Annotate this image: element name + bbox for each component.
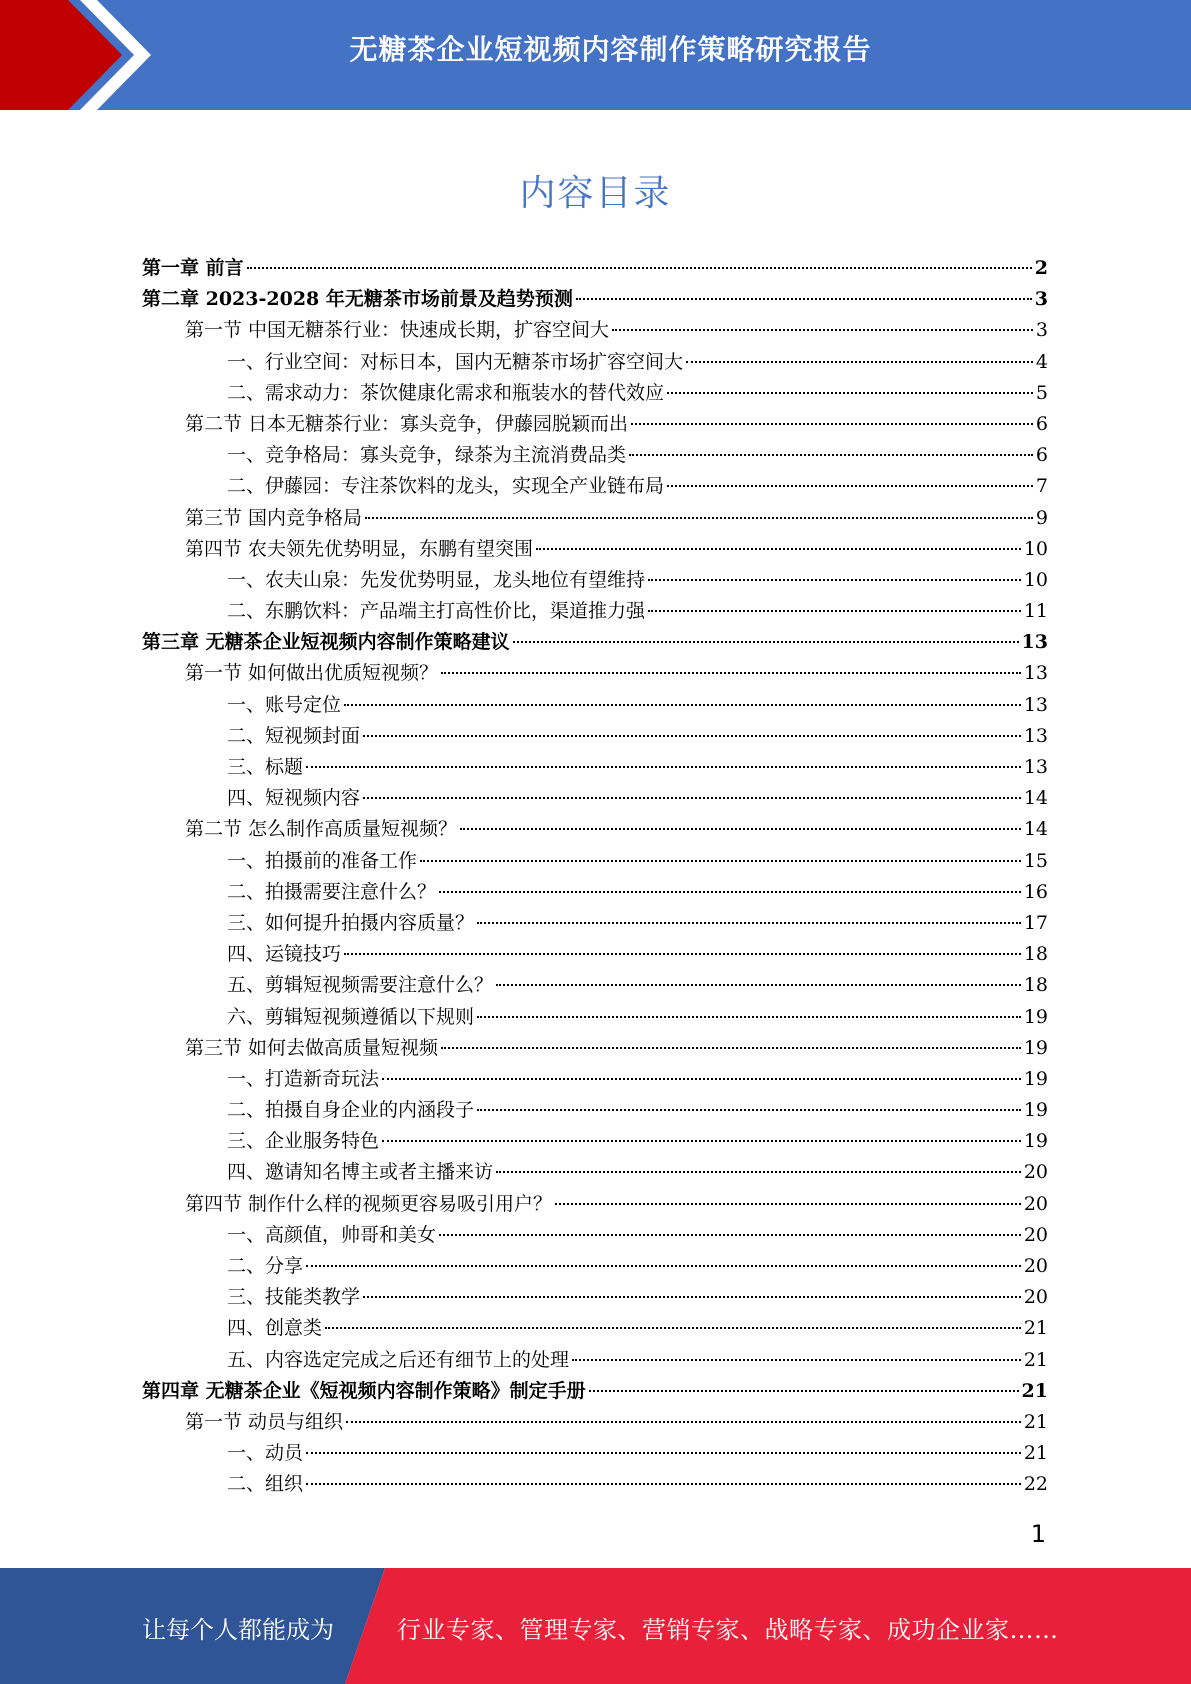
toc-dot-leader <box>346 1421 1021 1423</box>
toc-dot-leader <box>325 1327 1021 1329</box>
toc-entry-label: 第一章 前言 <box>142 257 244 279</box>
toc-entry-page: 14 <box>1023 787 1048 810</box>
toc-dot-leader <box>441 1047 1021 1049</box>
toc-entry-page: 13 <box>1021 631 1048 654</box>
toc-dot-leader <box>572 1359 1021 1361</box>
toc-entry-label: 第一节 动员与组织 <box>185 1410 344 1433</box>
toc-entry-page: 21 <box>1023 1348 1048 1371</box>
toc-dot-leader <box>667 392 1033 394</box>
toc-entry-page: 4 <box>1035 350 1048 373</box>
toc-dot-leader <box>686 361 1033 363</box>
toc-dot-leader <box>612 329 1033 331</box>
toc-entry-label: 四、短视频内容 <box>227 787 361 810</box>
toc-entry-page: 18 <box>1023 943 1048 966</box>
toc-dot-leader <box>667 485 1033 487</box>
toc-entry-label: 一、账号定位 <box>227 693 342 716</box>
toc-entry-page: 13 <box>1023 724 1048 747</box>
toc-entry-page: 11 <box>1023 600 1048 623</box>
toc-entry-label: 五、内容选定完成之后还有细节上的处理 <box>227 1348 570 1371</box>
toc-entry[interactable] <box>142 1438 1048 1469</box>
toc-entry[interactable] <box>142 783 1048 814</box>
toc-entry[interactable] <box>142 1376 1048 1407</box>
toc-entry[interactable] <box>142 1002 1048 1033</box>
toc-entry[interactable] <box>142 1064 1048 1095</box>
footer-slogan-left: 让每个人都能成为 <box>142 1616 334 1644</box>
toc-dot-leader <box>648 579 1021 581</box>
toc-entry-page: 19 <box>1023 1130 1048 1153</box>
toc-entry-page: 3 <box>1035 319 1048 342</box>
toc-dot-leader <box>420 860 1021 862</box>
toc-dot-leader <box>460 828 1021 830</box>
toc-dot-leader <box>589 1390 1019 1392</box>
toc-entry[interactable] <box>142 534 1048 565</box>
toc-entry-label: 第二节 日本无糖茶行业：寡头竞争，伊藤园脱颖而出 <box>185 412 629 435</box>
toc-dot-leader <box>477 922 1021 924</box>
toc-entry-page: 20 <box>1023 1192 1048 1215</box>
toc-entry-label: 二、拍摄需要注意什么？ <box>227 880 437 903</box>
toc-entry[interactable] <box>142 378 1048 409</box>
toc-entry-label: 一、打造新奇玩法 <box>227 1067 380 1090</box>
toc-entry-page: 20 <box>1023 1161 1048 1184</box>
toc-entry[interactable] <box>142 1189 1048 1220</box>
toc-entry-page: 21 <box>1023 1442 1048 1465</box>
toc-dot-leader <box>306 1452 1021 1454</box>
toc-entry-page: 9 <box>1035 506 1048 529</box>
toc-entry[interactable] <box>142 347 1048 378</box>
toc-entry[interactable] <box>142 1345 1048 1376</box>
toc-entry-label: 一、行业空间：对标日本，国内无糖茶市场扩容空间大 <box>227 350 684 373</box>
toc-entry-label: 四、运镜技巧 <box>227 943 342 966</box>
toc-entry-page: 19 <box>1023 1067 1048 1090</box>
toc-entry-page: 20 <box>1023 1255 1048 1277</box>
toc-entry[interactable] <box>142 503 1048 534</box>
toc-dot-leader <box>382 1078 1021 1080</box>
toc-entry-label: 第二章 2023-2028 年无糖茶市场前景及趋势预测 <box>142 288 573 311</box>
toc-entry-page: 19 <box>1023 1005 1048 1028</box>
toc-entry[interactable] <box>142 1251 1048 1282</box>
toc-entry[interactable] <box>142 440 1048 471</box>
toc-entry-label: 二、短视频封面 <box>227 724 361 747</box>
toc-entry-page: 16 <box>1023 880 1048 903</box>
toc-entry-page: 7 <box>1035 475 1048 498</box>
toc-entry-page: 5 <box>1035 381 1048 404</box>
toc-entry[interactable] <box>142 409 1048 440</box>
toc-entry-label: 第一节 如何做出优质短视频？ <box>185 662 439 685</box>
toc-dot-leader <box>439 1234 1021 1236</box>
toc-entry[interactable] <box>142 315 1048 346</box>
page-header <box>0 0 1191 110</box>
toc-entry-label: 第三节 国内竞争格局 <box>185 506 363 529</box>
toc-entry-label: 一、拍摄前的准备工作 <box>227 849 418 872</box>
page-footer <box>0 1568 1191 1684</box>
toc-entry-page: 6 <box>1035 412 1048 435</box>
toc-dot-leader <box>382 1140 1021 1142</box>
toc-entry-page: 20 <box>1023 1286 1048 1309</box>
toc-entry-label: 第四节 农夫领先优势明显，东鹏有望突围 <box>185 537 534 560</box>
toc-entry[interactable] <box>142 814 1048 845</box>
toc-entry-page: 21 <box>1023 1317 1048 1340</box>
toc-entry[interactable] <box>142 471 1048 502</box>
toc-dot-leader <box>306 1483 1021 1485</box>
toc-entry[interactable] <box>142 908 1048 939</box>
toc-entry-label: 第三章 无糖茶企业短视频内容制作策略建议 <box>142 631 510 654</box>
toc-entry-page: 3 <box>1034 288 1048 311</box>
toc-entry-label: 二、伊藤园：专注茶饮料的龙头，实现全产业链布局 <box>227 475 665 498</box>
toc-dot-leader <box>441 672 1021 674</box>
toc-entry-label: 二、分享 <box>227 1255 304 1277</box>
toc-entry-label: 二、需求动力：茶饮健康化需求和瓶装水的替代效应 <box>227 381 665 404</box>
toc-entry[interactable] <box>142 690 1048 721</box>
toc-dot-leader <box>496 1171 1021 1173</box>
toc-entry-page: 13 <box>1023 756 1048 778</box>
toc-entry-label: 第一节 中国无糖茶行业：快速成长期，扩容空间大 <box>185 319 610 342</box>
page-number: 1 <box>1030 1520 1046 1548</box>
toc-entry[interactable] <box>142 1095 1048 1126</box>
toc-entry[interactable] <box>142 1282 1048 1313</box>
toc-entry[interactable] <box>142 846 1048 877</box>
toc-entry[interactable] <box>142 565 1048 596</box>
toc-entry[interactable] <box>142 1313 1048 1344</box>
toc-dot-leader <box>536 548 1021 550</box>
toc-entry-label: 四、邀请知名博主或者主播来访 <box>227 1161 494 1184</box>
toc-dot-leader <box>344 704 1021 706</box>
toc-dot-leader <box>365 517 1033 519</box>
toc-dot-leader <box>629 454 1033 456</box>
toc-dot-leader <box>306 1265 1021 1267</box>
toc-entry-label: 三、如何提升拍摄内容质量？ <box>227 911 475 934</box>
toc-entry[interactable] <box>142 1220 1048 1251</box>
toc-entry[interactable] <box>142 627 1048 658</box>
toc-dot-leader <box>344 953 1021 955</box>
toc-entry[interactable] <box>142 1469 1048 1500</box>
toc-entry-label: 三、企业服务特色 <box>227 1130 380 1153</box>
toc-dot-leader <box>363 735 1021 737</box>
toc-entry-page: 10 <box>1023 568 1048 591</box>
toc-dot-leader <box>363 1296 1021 1298</box>
toc-entry-page: 21 <box>1023 1410 1048 1433</box>
toc-entry-page: 13 <box>1023 662 1048 685</box>
table-of-contents <box>142 253 1048 1501</box>
toc-entry[interactable] <box>142 284 1048 315</box>
toc-entry-page: 18 <box>1023 974 1048 997</box>
toc-entry[interactable] <box>142 721 1048 752</box>
toc-entry-page: 13 <box>1023 693 1048 716</box>
toc-entry-label: 第四章 无糖茶企业《短视频内容制作策略》制定手册 <box>142 1379 586 1402</box>
toc-entry-page: 20 <box>1023 1223 1048 1246</box>
toc-entry-page: 17 <box>1023 911 1048 934</box>
toc-entry[interactable] <box>142 1407 1048 1438</box>
toc-entry-label: 三、技能类教学 <box>227 1286 361 1309</box>
toc-entry-page: 19 <box>1023 1099 1048 1122</box>
toc-dot-leader <box>496 984 1021 986</box>
toc-entry-label: 五、剪辑短视频需要注意什么？ <box>227 974 494 997</box>
toc-entry[interactable] <box>142 1033 1048 1064</box>
toc-entry-page: 19 <box>1023 1036 1048 1059</box>
toc-entry-page: 21 <box>1021 1379 1048 1402</box>
toc-entry[interactable] <box>142 1126 1048 1157</box>
toc-entry[interactable] <box>142 596 1048 627</box>
toc-entry-page: 15 <box>1023 849 1048 872</box>
header-title: 无糖茶企业短视频内容制作策略研究报告 <box>349 33 872 66</box>
toc-entry-label: 二、拍摄自身企业的内涵段子 <box>227 1099 475 1122</box>
toc-dot-leader <box>363 797 1021 799</box>
toc-dot-leader <box>648 610 1021 612</box>
toc-entry-label: 三、标题 <box>227 756 304 778</box>
toc-entry-label: 一、农夫山泉：先发优势明显，龙头地位有望维持 <box>227 568 646 591</box>
toc-entry-label: 四、创意类 <box>227 1317 323 1340</box>
toc-entry[interactable] <box>142 970 1048 1001</box>
toc-dot-leader <box>477 1109 1021 1111</box>
toc-entry-page: 10 <box>1023 537 1048 560</box>
toc-dot-leader <box>439 891 1021 893</box>
footer-slogan-right: 行业专家、管理专家、营销专家、战略专家、成功企业家…… <box>397 1616 1059 1644</box>
toc-entry-page: 2 <box>1034 257 1048 279</box>
toc-entry-label: 一、高颜值，帅哥和美女 <box>227 1223 437 1246</box>
toc-dot-leader <box>631 423 1033 425</box>
toc-entry-label: 第三节 如何去做高质量短视频 <box>185 1036 439 1059</box>
toc-entry-label: 第四节 制作什么样的视频更容易吸引用户？ <box>185 1192 553 1215</box>
toc-entry-label: 第二节 怎么制作高质量短视频？ <box>185 818 458 841</box>
toc-entry-label: 一、动员 <box>227 1442 304 1465</box>
toc-entry-label: 六、剪辑短视频遵循以下规则 <box>227 1005 475 1028</box>
toc-entry-page: 6 <box>1035 444 1048 467</box>
toc-entry[interactable] <box>142 939 1048 970</box>
toc-entry[interactable] <box>142 1157 1048 1188</box>
toc-entry-label: 一、竞争格局：寡头竞争，绿茶为主流消费品类 <box>227 444 627 467</box>
toc-dot-leader <box>513 641 1019 643</box>
toc-entry[interactable] <box>142 658 1048 689</box>
toc-title: 内容目录 <box>519 173 672 214</box>
toc-entry[interactable] <box>142 752 1048 783</box>
toc-entry[interactable] <box>142 877 1048 908</box>
toc-entry-label: 二、组织 <box>227 1473 304 1496</box>
toc-dot-leader <box>555 1203 1021 1205</box>
toc-entry-page: 22 <box>1023 1473 1048 1496</box>
toc-dot-leader <box>576 298 1032 300</box>
toc-entry[interactable] <box>142 253 1048 284</box>
toc-dot-leader <box>477 1016 1021 1018</box>
toc-entry-page: 14 <box>1023 818 1048 841</box>
toc-entry-label: 二、东鹏饮料：产品端主打高性价比，渠道推力强 <box>227 600 646 623</box>
toc-dot-leader <box>247 267 1032 269</box>
toc-dot-leader <box>306 766 1021 768</box>
